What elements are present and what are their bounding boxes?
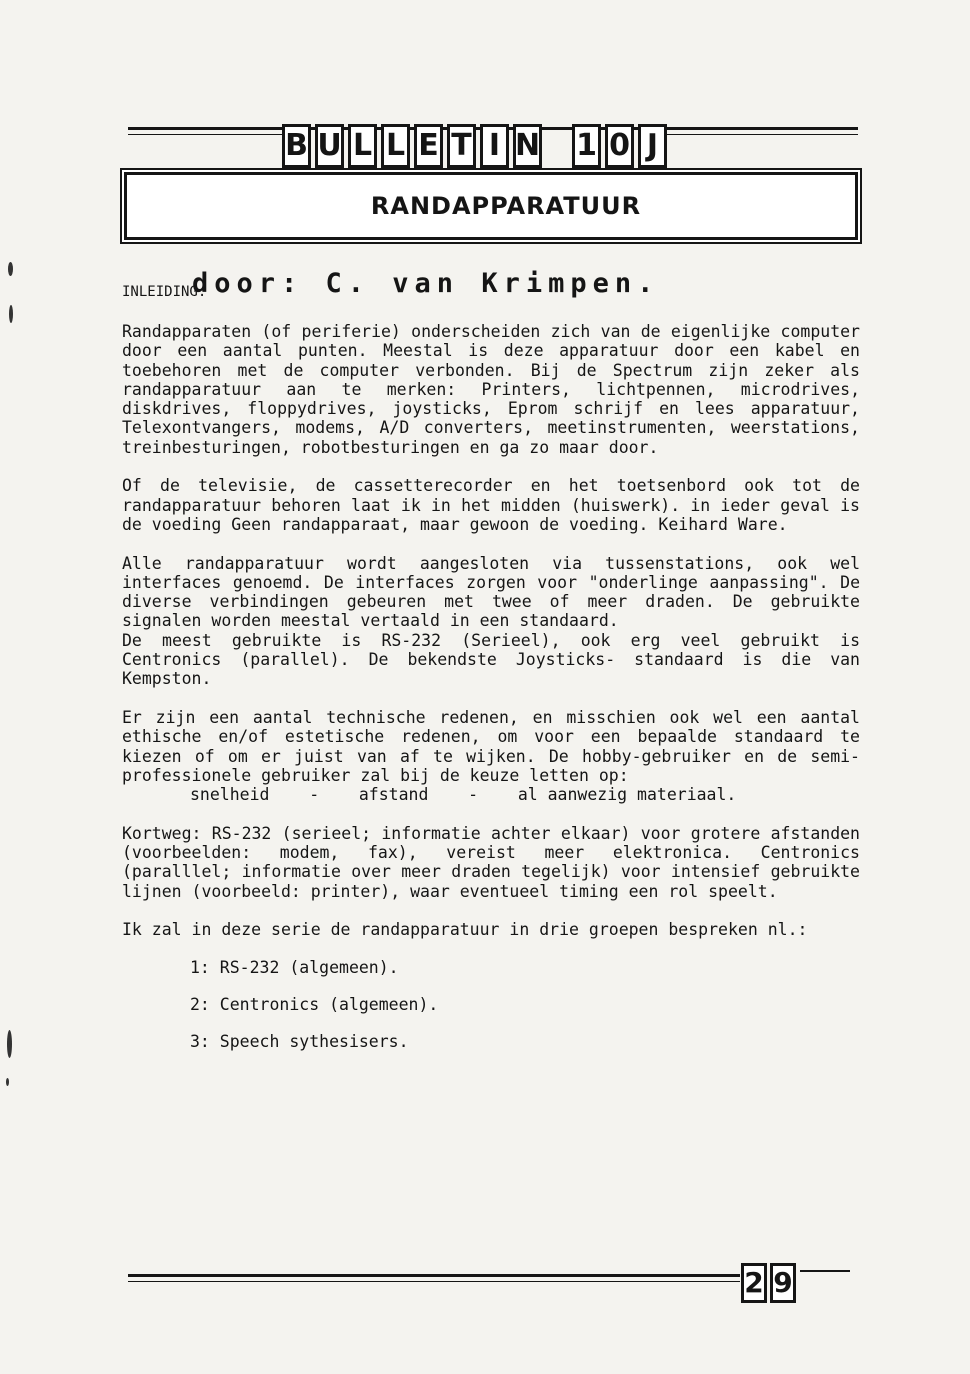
paragraph-3: Alle randapparatuur wordt aangesloten via tussenstations, ook wel interfaces genoemd. De interfaces zorgen voor "onderlinge aanpassing". De diverse verbindingen gebeuren met twee of meer draden. De gebruikte signalen worden meestal vertaald in een standaard. — [122, 553, 860, 631]
bulletin-letter-tile: B — [282, 124, 311, 168]
top-rule-thin-right — [660, 134, 858, 135]
bottom-rule-thin — [128, 1281, 740, 1282]
article-body — [122, 322, 860, 1051]
page-digit-tile: 9 — [770, 1263, 796, 1303]
page-number — [741, 1263, 796, 1303]
scan-speck — [8, 262, 13, 276]
issue-tile: J — [638, 124, 667, 168]
bulletin-letter-tile: U — [315, 124, 344, 168]
scan-speck — [7, 1030, 12, 1058]
bottom-rule-end — [800, 1270, 850, 1272]
list-item: 2: Centronics (algemeen). — [190, 994, 439, 1014]
bulletin-heading — [282, 124, 667, 168]
bulletin-letter-tile: L — [381, 124, 410, 168]
page-digit-tile: 2 — [741, 1263, 767, 1303]
section-banner — [124, 172, 858, 240]
paragraph-5: Er zijn een aantal technische redenen, en misschien ook wel een aantal ethische en/of estetische redenen, om voor een bepaalde standaard te kiezen of om er juist van af te wijken. De hobby-gebruiker en de semi- professionele gebruiker zal bij de keuze letten op: — [122, 707, 860, 785]
list-item: 1: RS-232 (algemeen). — [190, 957, 399, 977]
paragraph-2: Of de televisie, de cassetterecorder en het toetsenbord ook tot de randapparatuur behoren laat ik in het midden (huiswerk). in ieder geval is de voeding Geen randapparaat, maar gewoon de voeding. Keihard Ware. — [122, 476, 860, 534]
paragraph-4: De meest gebruikte is RS-232 (Serieel), ook erg veel gebruikt is Centronics (parallel). De bekendste Joysticks- standaard is die van Kempston. — [122, 630, 860, 689]
list-item: 3: Speech sythesisers. — [190, 1032, 409, 1052]
intro-label: INLEIDING: — [122, 284, 207, 300]
bulletin-letter-tile: I — [480, 124, 509, 168]
scan-speck — [9, 305, 13, 323]
issue-tile: 0 — [605, 124, 634, 168]
section-title: RANDAPPARATUUR — [370, 192, 642, 220]
scan-speck — [6, 1078, 9, 1086]
author-byline: door: C. van Krimpen. — [192, 268, 660, 299]
bulletin-letter-tile: T — [447, 124, 476, 168]
topic-list — [122, 958, 860, 1052]
issue-tile: 1 — [572, 124, 601, 168]
selection-factors: snelheid - afstand - al aanwezig materiaal. — [190, 785, 737, 805]
paragraph-1: Randapparaten (of periferie) onderscheiden zich van de eigenlijke computer door een aantal punten. Meestal is deze apparatuur door een kabel en toebehoren met de computer verbonden. Bij de Spectrum zijn zeker als randapparatuur aan te merken: Printers, lichtpennen, microdrives, diskdrives, floppydrives, joysticks, Eprom schrijf en lees apparatuur, Telexontvangers, modems, A/D converters, meetinstrumenten, weerstations, treinbesturingen, robotbesturingen en ga zo maar door. — [122, 322, 860, 457]
bulletin-letter-tile: L — [348, 124, 377, 168]
paragraph-6: Kortweg: RS-232 (serieel; informatie achter elkaar) voor grotere afstanden (voorbeelden: modem, fax), vereist meer elektronica. Centronics (paralllel; informatie over meer draden tegelijk) voor intensief gebruikte lijnen (voorbeeld: printer), waar eventueel timing een rol speelt. — [122, 823, 860, 901]
bottom-rule — [128, 1274, 740, 1277]
bulletin-letter-tile: N — [513, 124, 542, 168]
top-rule-thin — [128, 134, 282, 135]
paragraph-7: Ik zal in deze serie de randapparatuur in drie groepen bespreken nl.: — [122, 920, 808, 940]
bulletin-letter-tile: E — [414, 124, 443, 168]
